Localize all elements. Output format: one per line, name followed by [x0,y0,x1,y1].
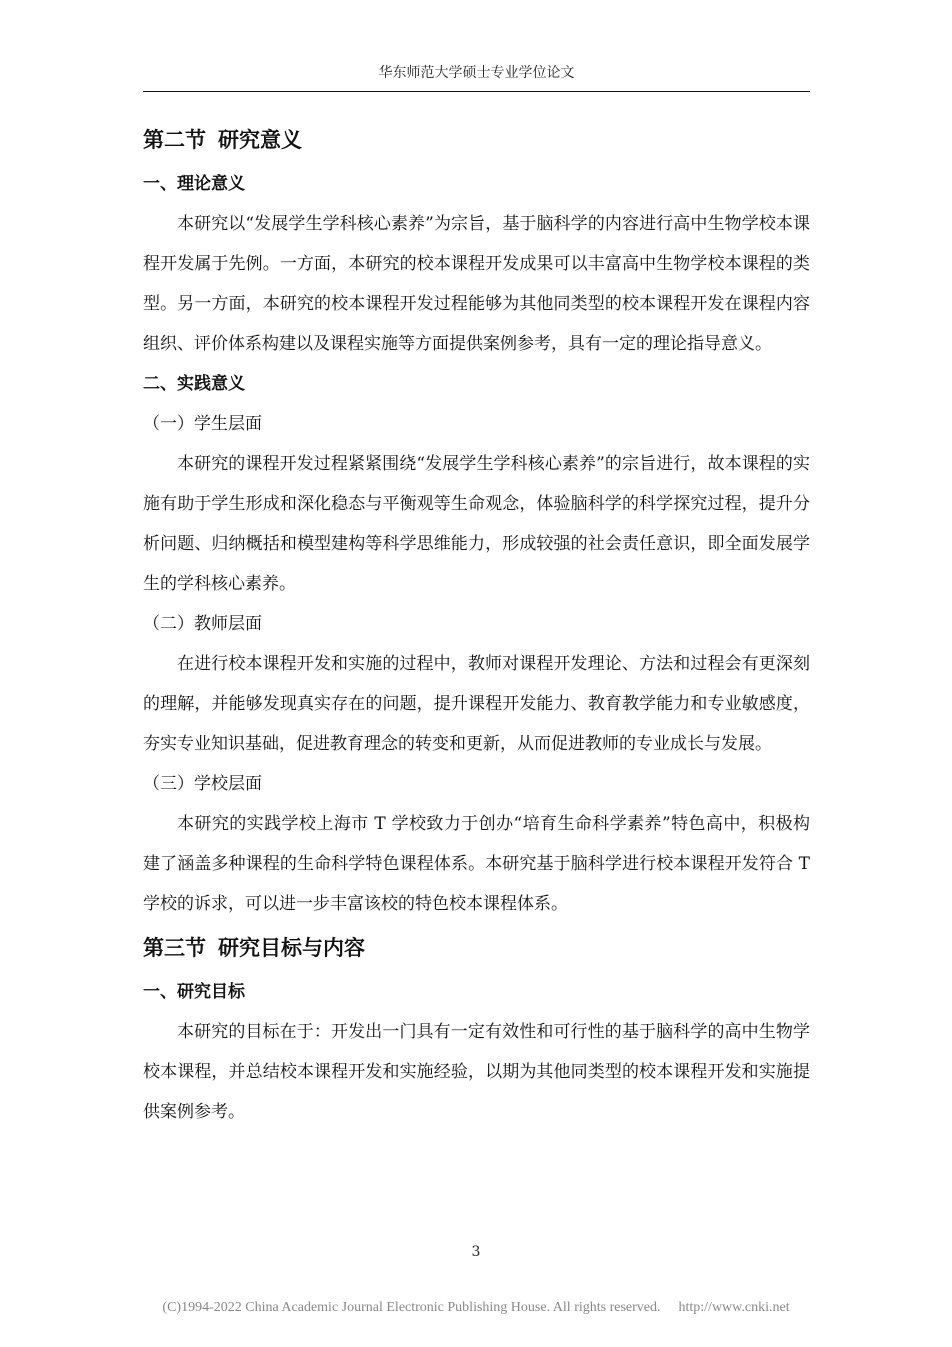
header-rule [143,91,810,92]
section-title: 研究意义 [218,128,302,152]
section-number: 第三节 [143,936,206,960]
copyright-text: (C)1994-2022 China Academic Journal Electronic Publishing House. All rights reserved. [162,1300,661,1315]
paragraph: 在进行校本课程开发和实施的过程中，教师对课程开发理论、方法和过程会有更深刻的理解，并能够发现真实存在的问题，提升课程开发能力、教育教学能力和专业敏感度，夯实专业知识基础，促进教育理念的转变和更新，从而促进教师的专业成长与发展。 [143,654,810,754]
page-body [143,116,810,1132]
section-heading [143,116,810,164]
subsection-heading: 二、实践意义 [143,374,245,394]
paragraph: 本研究以“发展学生学科核心素养”为宗旨，基于脑科学的内容进行高中生物学校本课程开发属于先例。一方面，本研究的校本课程开发成果可以丰富高中生物学校本课程的类型。另一方面，本研究的校本课程开发过程能够为其他同类型的校本课程开发在课程内容组织、评价体系构建以及课程实施等方面提供案例参考，具有一定的理论指导意义。 [143,214,810,354]
paragraph: 本研究的实践学校上海市 T 学校致力于创办“培育生命科学素养”特色高中，积极构建了涵盖多种课程的生命科学特色课程体系。本研究基于脑科学进行校本课程开发符合 T 学校的诉求，可以进一步丰富该校的特色校本课程体系。 [143,814,810,914]
subsection-heading: 一、理论意义 [143,174,245,194]
sub-subsection-heading: （二）教师层面 [143,614,262,634]
sub-subsection-heading: （三）学校层面 [143,774,262,794]
cnki-url: http://www.cnki.net [678,1300,790,1315]
copyright-footer [0,1300,952,1316]
running-header: 华东师范大学硕士专业学位论文 [378,65,575,81]
section-number: 第二节 [143,128,206,152]
section-title: 研究目标与内容 [218,936,365,960]
subsection-heading: 一、研究目标 [143,982,245,1002]
sub-subsection-heading: （一）学生层面 [143,414,262,434]
paragraph: 本研究的目标在于：开发出一门具有一定有效性和可行性的基于脑科学的高中生物学校本课程，并总结校本课程开发和实施经验，以期为其他同类型的校本课程开发和实施提供案例参考。 [143,1022,810,1122]
page-number: 3 [471,1244,481,1260]
paragraph: 本研究的课程开发过程紧紧围绕“发展学生学科核心素养”的宗旨进行，故本课程的实施有助于学生形成和深化稳态与平衡观等生命观念，体验脑科学的科学探究过程，提升分析问题、归纳概括和模型建构等科学思维能力，形成较强的社会责任意识，即全面发展学生的学科核心素养。 [143,454,810,594]
section-heading [143,924,810,972]
